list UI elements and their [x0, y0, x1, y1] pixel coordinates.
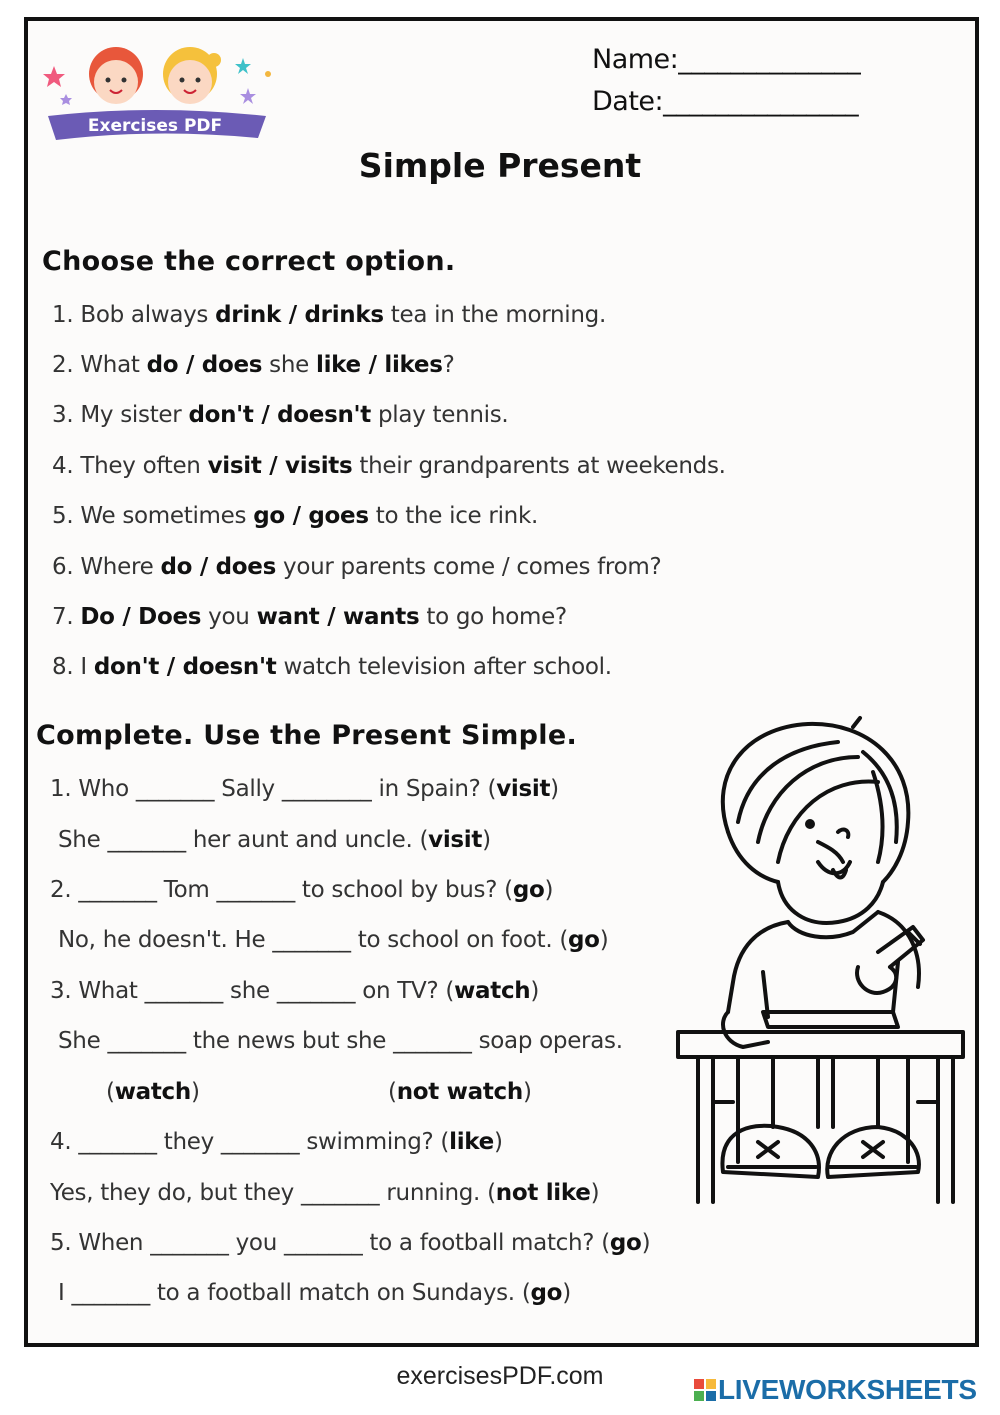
item-number: 3.	[52, 402, 74, 428]
verb-hint: visit	[496, 776, 551, 802]
item-text: she	[262, 352, 317, 378]
line-text: (	[388, 1079, 397, 1105]
line-text-end: )	[599, 927, 609, 953]
complete-line	[388, 1079, 532, 1105]
page-title: Simple Present	[358, 146, 642, 185]
liveworksheets-brand[interactable]	[694, 1374, 977, 1408]
line-text-end: )	[493, 1129, 503, 1155]
line-text: (	[106, 1079, 115, 1105]
item-text: Bob always	[73, 302, 216, 328]
line-text-end: )	[641, 1230, 651, 1256]
logo-text: Exercises PDF	[87, 116, 223, 136]
verb-hint: go	[530, 1280, 563, 1306]
line-text: No, he doesn't. He _______ to school on foot. (	[58, 927, 569, 953]
line-text: 2. _______ Tom _______ to school by bus? (	[50, 877, 513, 903]
complete-line	[50, 877, 553, 903]
complete-line	[58, 1280, 571, 1306]
item-option: don't / doesn't	[188, 402, 371, 428]
name-field: Name:______________	[592, 44, 861, 75]
item-text: My sister	[73, 402, 189, 428]
line-text-end: )	[482, 827, 491, 853]
choose-item	[52, 503, 538, 529]
liveworksheets-icon	[694, 1379, 716, 1401]
line-text: 1. Who _______ Sally ________ in Spain? (	[50, 776, 497, 802]
item-text: I	[73, 654, 94, 680]
line-text-end: )	[550, 776, 559, 802]
item-option: want / wants	[256, 604, 420, 630]
complete-line	[58, 1028, 623, 1054]
verb-hint: like	[449, 1129, 494, 1155]
item-number: 4.	[52, 453, 74, 479]
choose-item	[52, 302, 606, 328]
item-text: play tennis.	[371, 402, 509, 428]
item-text: you	[201, 604, 257, 630]
item-number: 1.	[52, 302, 74, 328]
item-text: to the ice rink.	[368, 503, 538, 529]
line-text-end: )	[530, 978, 540, 1004]
item-text: your parents come / comes from?	[276, 554, 662, 580]
choose-item	[52, 352, 455, 378]
item-number: 7.	[52, 604, 74, 630]
complete-line	[50, 776, 559, 802]
choose-item	[52, 402, 508, 428]
item-option: go / goes	[253, 503, 369, 529]
line-text-end: )	[590, 1180, 600, 1206]
item-text: tea in the morning.	[383, 302, 606, 328]
line-text: She _______ her aunt and uncle. (	[58, 827, 429, 853]
choose-item	[52, 604, 567, 630]
footer-site: exercisesPDF.com	[396, 1362, 604, 1390]
line-text: 3. What _______ she _______ on TV? (	[50, 978, 455, 1004]
item-number: 8.	[52, 654, 74, 680]
verb-hint: not watch	[396, 1079, 523, 1105]
line-text-end: )	[562, 1280, 571, 1306]
item-number: 2.	[52, 352, 74, 378]
complete-line	[50, 1129, 503, 1155]
item-text: What	[73, 352, 147, 378]
verb-hint: go	[568, 927, 600, 953]
choose-item	[52, 654, 612, 680]
exercises-pdf-logo	[38, 34, 273, 154]
choose-item	[52, 554, 661, 580]
item-option: don't / doesn't	[93, 654, 277, 680]
item-text: their grandparents at weekends.	[352, 453, 726, 479]
item-option: drink / drinks	[215, 302, 384, 328]
item-number: 6.	[52, 554, 74, 580]
item-text: We sometimes	[73, 503, 254, 529]
complete-line	[58, 927, 608, 953]
line-text: She _______ the news but she _______ soap operas.	[58, 1028, 623, 1054]
complete-line	[58, 827, 491, 853]
complete-line	[50, 1230, 650, 1256]
line-text-end: )	[522, 1079, 532, 1105]
line-text: 4. _______ they _______ swimming? (	[50, 1129, 450, 1155]
item-option: visit / visits	[207, 453, 353, 479]
section1-heading: Choose the correct option.	[42, 246, 456, 277]
section2-heading: Complete. Use the Present Simple.	[36, 720, 578, 751]
boy-at-desk-illustration	[668, 712, 968, 1212]
item-option: do / does	[160, 554, 276, 580]
verb-hint: visit	[428, 827, 483, 853]
line-text: 5. When _______ you _______ to a football match? (	[50, 1230, 610, 1256]
complete-line	[50, 978, 539, 1004]
item-number: 5.	[52, 503, 74, 529]
item-text: watch television after school.	[276, 654, 612, 680]
item-text: Where	[73, 554, 161, 580]
item-text: They often	[73, 453, 208, 479]
liveworksheets-label: LIVEWORKSHEETS	[718, 1374, 977, 1405]
item-option: do / does	[146, 352, 263, 378]
item-text: ?	[442, 352, 455, 378]
complete-line	[106, 1079, 200, 1105]
line-text: Yes, they do, but they _______ running. (	[50, 1180, 496, 1206]
verb-hint: not like	[495, 1180, 591, 1206]
verb-hint: go	[512, 877, 545, 903]
verb-hint: watch	[454, 978, 531, 1004]
item-option: Do / Does	[80, 604, 202, 630]
complete-line	[50, 1180, 599, 1206]
verb-hint: watch	[114, 1079, 191, 1105]
item-text: to go home?	[419, 604, 567, 630]
line-text-end: )	[190, 1079, 200, 1105]
line-text: I _______ to a football match on Sundays. (	[58, 1280, 531, 1306]
item-option: like / likes	[316, 352, 443, 378]
line-text-end: )	[544, 877, 554, 903]
verb-hint: go	[609, 1230, 642, 1256]
choose-item	[52, 453, 726, 479]
date-field: Date:_______________	[592, 86, 859, 117]
